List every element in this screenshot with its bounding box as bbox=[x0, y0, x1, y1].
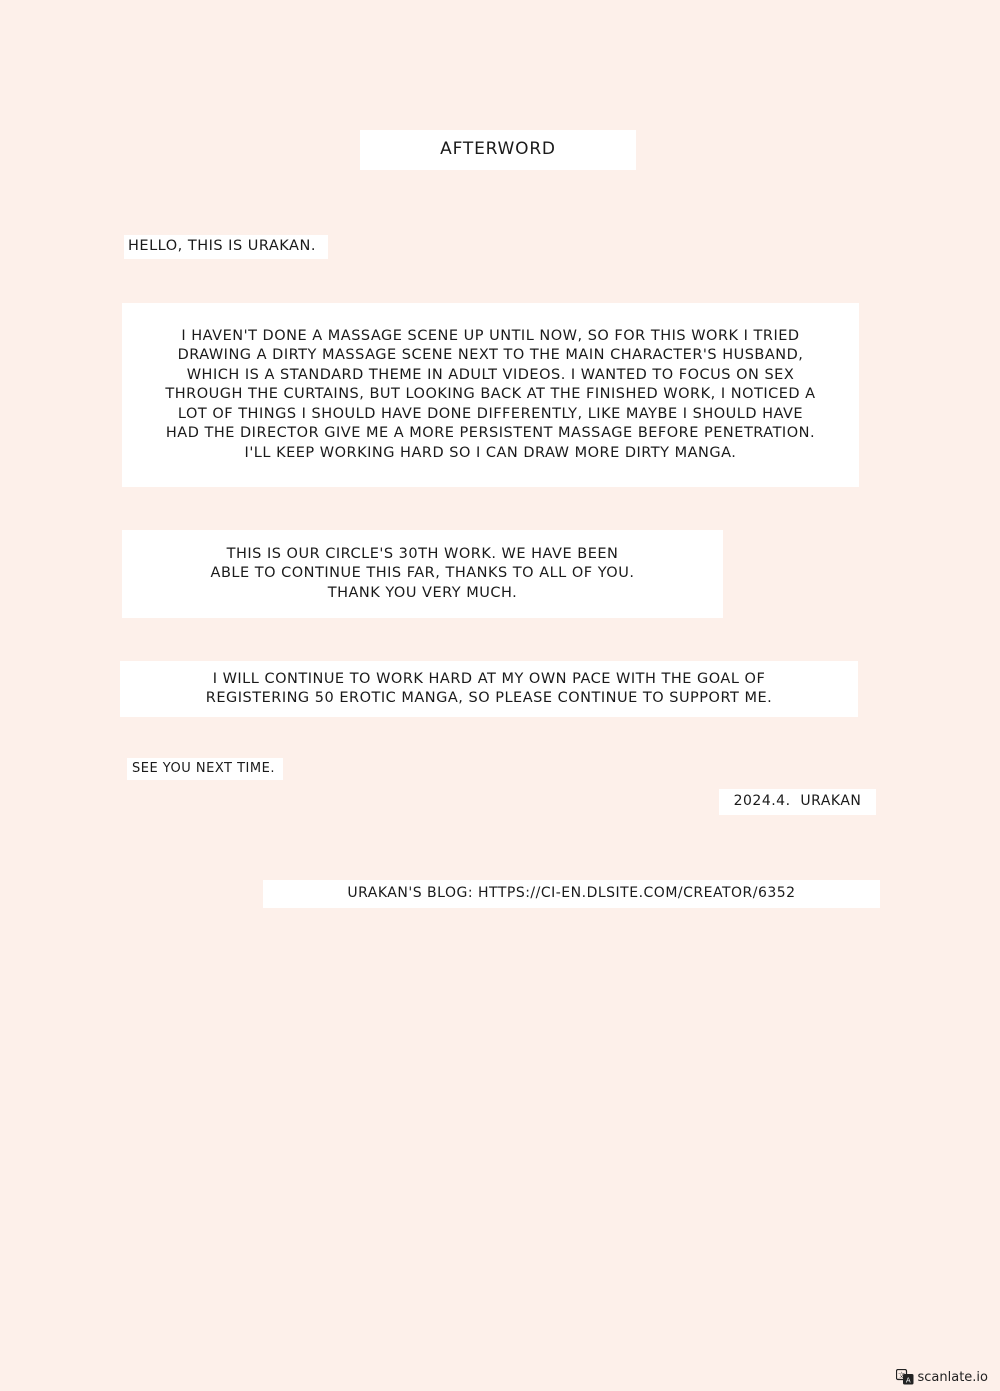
greeting-box bbox=[124, 235, 328, 259]
paragraph-1-line: LOT OF THINGS I SHOULD HAVE DONE DIFFERENTLY, LIKE MAYBE I SHOULD HAVE bbox=[177, 405, 804, 422]
page-title bbox=[360, 130, 636, 170]
greeting-text: HELLO, THIS IS URAKAN. bbox=[128, 238, 316, 255]
closing-text: SEE YOU NEXT TIME. bbox=[132, 761, 275, 777]
paragraph-2-line: ABLE TO CONTINUE THIS FAR, THANKS TO ALL OF YOU. bbox=[210, 565, 635, 582]
paragraph-1-line: DRAWING A DIRTY MASSAGE SCENE NEXT TO THE MAIN CHARACTER'S HUSBAND, bbox=[177, 347, 804, 364]
translate-icon bbox=[896, 1369, 914, 1385]
paragraph-1-line: HAD THE DIRECTOR GIVE ME A MORE PERSISTENT MASSAGE BEFORE PENETRATION. bbox=[165, 425, 816, 442]
paragraph-1-line: WHICH IS A STANDARD THEME IN ADULT VIDEOS. I WANTED TO FOCUS ON SEX bbox=[186, 366, 795, 383]
watermark bbox=[896, 1369, 989, 1385]
svg-text:文: 文 bbox=[897, 1371, 905, 1380]
paragraph-3-box bbox=[120, 661, 858, 717]
blog-box bbox=[263, 880, 880, 908]
paragraph-1-line: I'LL KEEP WORKING HARD SO I CAN DRAW MORE DIRTY MANGA. bbox=[244, 444, 737, 461]
svg-text:A: A bbox=[905, 1376, 911, 1385]
paragraph-2-line: THIS IS OUR CIRCLE'S 30TH WORK. WE HAVE BEEN bbox=[226, 545, 619, 562]
paragraph-1-box bbox=[122, 303, 859, 487]
blog-link-text: URAKAN'S BLOG: HTTPS://CI-EN.DLSITE.COM/CREATOR/6352 bbox=[347, 885, 796, 902]
paragraph-2-box bbox=[122, 530, 723, 618]
closing-box bbox=[127, 758, 283, 780]
watermark-text: scanlate.io bbox=[917, 1369, 988, 1385]
paragraph-3-line: I WILL CONTINUE TO WORK HARD AT MY OWN PACE WITH THE GOAL OF bbox=[212, 670, 766, 687]
title-text: AFTERWORD bbox=[440, 139, 556, 160]
paragraph-1-line: THROUGH THE CURTAINS, BUT LOOKING BACK AT THE FINISHED WORK, I NOTICED A bbox=[165, 386, 816, 403]
paragraph-3-line: REGISTERING 50 EROTIC MANGA, SO PLEASE CONTINUE TO SUPPORT ME. bbox=[205, 690, 773, 706]
signature-box bbox=[719, 789, 876, 815]
paragraph-1-line: I HAVEN'T DONE A MASSAGE SCENE UP UNTIL NOW, SO FOR THIS WORK I TRIED bbox=[181, 327, 800, 344]
paragraph-2-line: THANK YOU VERY MUCH. bbox=[327, 584, 518, 601]
signature-text: 2024.4. URAKAN bbox=[733, 793, 862, 810]
